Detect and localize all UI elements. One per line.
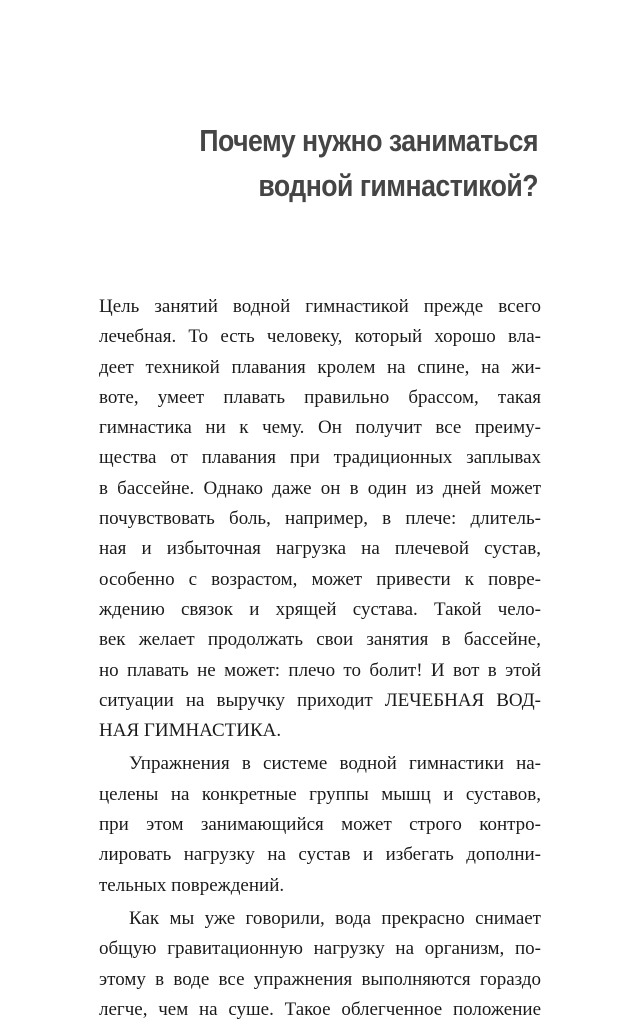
text-line: деет техникой плавания кролем на спине, на жи- [99,356,541,378]
text-line: тельных повреждений. [99,874,285,896]
text-line: общую гравитационную нагрузку на организм, по- [99,938,541,960]
chapter-title-line: водной гимнастикой? [258,168,538,203]
text-line: лировать нагрузку на сустав и избегать дополни- [99,844,541,866]
text-line: этому в воде все упражнения выполняются гораздо [99,968,541,990]
text-line: лечебная. То есть человеку, который хорошо вла- [99,326,541,348]
text-line: ситуации на выручку приходит ЛЕЧЕБНАЯ ВОД- [99,689,541,711]
paragraph-1 [99,292,541,746]
text-line: ная и избыточная нагрузка на плечевой сустав, [99,538,541,560]
chapter-title [125,118,538,208]
text-line: ждению связок и хрящей сустава. Такой чело- [99,598,541,620]
text-line: Цель занятий водной гимнастикой прежде всего [99,296,541,317]
text-line: особенно с возрастом, может привести к повре- [99,568,541,590]
paragraph-3 [99,904,541,1025]
chapter-title-line: Почему нужно заниматься [199,123,538,158]
text-line: почувствовать боль, например, в плече: длитель- [99,508,541,530]
text-line: в бассейне. Однако даже он в один из дней может [99,477,541,499]
text-line: легче, чем на суше. Такое облегченное положение [99,998,541,1020]
text-line: но плавать не может: плечо то болит! И вот в этой [99,659,541,681]
text-line: целены на конкретные группы мышц и суставов, [99,783,541,805]
text-line: век желает продолжать свои занятия в бассейне, [99,629,541,651]
paragraph-2 [99,749,541,900]
text-line: гимнастика ни к чему. Он получит все преиму- [99,417,541,439]
text-line: Как мы уже говорили, вода прекрасно снимает [129,907,541,929]
body-text [99,292,541,1025]
text-line: НАЯ ГИМНАСТИКА. [99,720,282,742]
text-line: при этом занимающийся может строго контро- [99,814,541,836]
text-line: воте, умеет плавать правильно брассом, такая [99,386,541,408]
text-line: Упражнения в системе водной гимнастики на- [129,753,541,775]
text-line: щества от плавания при традиционных заплывах [99,447,541,469]
